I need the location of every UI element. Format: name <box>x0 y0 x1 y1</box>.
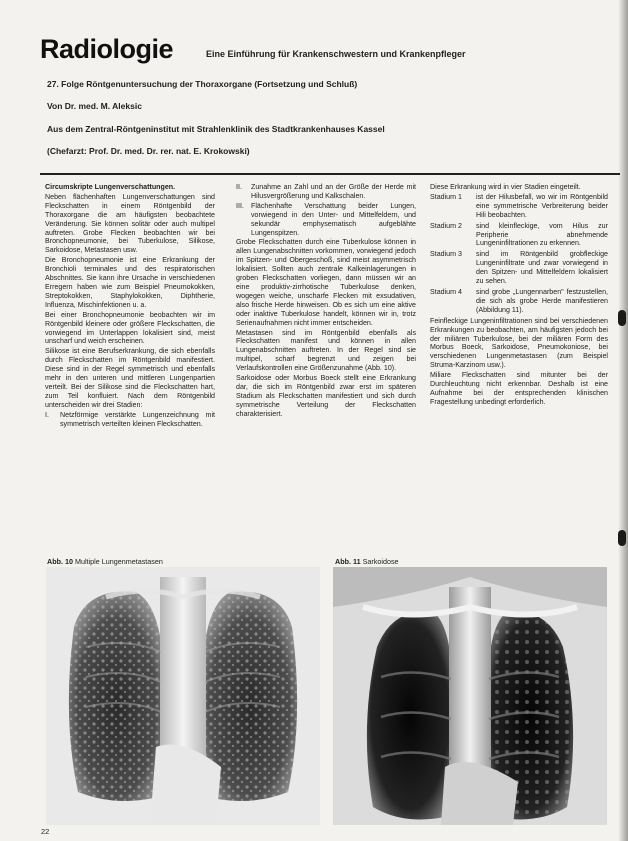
stage-label: Stadium 1 <box>430 192 462 201</box>
paragraph: Diese Erkrankung wird in vier Stadien eingeteilt. <box>430 183 581 191</box>
series-line: 27. Folge Röntgenuntersuchung der Thoraxorgane (Fortsetzung und Schluß) <box>47 79 358 89</box>
xray-image-metastases <box>46 567 320 825</box>
list-item <box>45 411 215 429</box>
stage-item <box>430 250 608 286</box>
text-column-3 <box>430 183 608 408</box>
stage-text: sind im Röntgenbild grobfleckige Lungeninfiltrate und zwar vorwiegend in den Spitzen- und Mittelfeldern lokalisiert zu sehen. <box>476 250 608 286</box>
stage-label: Stadium 4 <box>430 287 462 296</box>
figure-caption-10 <box>47 557 163 566</box>
paragraph: Metastasen sind im Röntgenbild ebenfalls als Fleckschatten manifest und können in allen Lungenabschnitten auftreten. In der Regel sind sie multipel, scharf begrenzt und zeigen bei Verlaufskontrollen eine Größenzunahme (Abb. 10). <box>236 328 416 373</box>
paragraph: Miliare Fleckschatten sind mitunter bei der Durchleuchtung nicht erkennbar. Deshalb ist eine Aufnahme bei der entsprechenden klinischen Fragestellung unbedingt erforderlich. <box>430 371 608 406</box>
chief-line: (Chefarzt: Prof. Dr. med. Dr. rer. nat. E. Krokowski) <box>47 146 250 156</box>
list-text: Flächenhafte Verschattung beider Lungen, vorwiegend in den Unter- und Mittelfeldern, und sekundär emphysematisch aufgeblähte Lungenspitzen. <box>251 201 416 237</box>
xray-image-sarcoidosis <box>333 567 607 825</box>
list-number: I. <box>45 410 49 419</box>
stage-text: ist der Hilusbefall, wo wir im Röntgenbild eine symmetrische Verbreiterung beider Hili beobachten. <box>476 192 608 219</box>
paragraph: Feinfleckige Lungeninfiltrationen sind bei verschiedenen Erkrankungen zu beobachten, am häufigsten jedoch bei der miliären Tuberkulose, bei der miliären Form des Morbus Boeck, Sarkoidose, Pneumokoniose, bei verschiedenen Lungenmetastasen (zum Beispiel Struma-Karzinom usw.). <box>430 316 608 370</box>
list-number: III. <box>236 201 244 210</box>
stage-text: sind kleinfleckige, vom Hilus zur Peripherie abnehmende Lungeninfiltrationen zu erkennen. <box>476 221 608 248</box>
stage-item <box>430 288 608 315</box>
list-text: Netzförmige verstärkte Lungenzeichnung mit symmetrisch verteilten kleinen Fleckschatten. <box>60 410 215 428</box>
stage-item <box>430 222 608 249</box>
paragraph: Bei einer Bronchopneumonie beobachten wir im Röntgenbild kleinere oder größere Fleckschatten, die vorwiegend im Unterlappen lokalisiert sind, meist unscharf und weich erscheinen. <box>45 310 215 346</box>
paragraph: Grobe Fleckschatten durch eine Tuberkulose können in allen Lungenabschnitten vorkommen, vorwiegend jedoch im Spitzen- und Obergeschoß, sind meist asymmetrisch lokalisiert. Sollten auch zentrale Kalkeinlagerungen in groben Fleckschatten vorliegen, dann müssen wir an eine produktiv-zirrhotische Tuberkulose denken, wogegen weiche, unscharfe Flecken mit exsudativen, also frische Herde hinweisen. Ob es sich um eine aktive oder inaktive Tuberkulose handelt, können wir in, trotz Serienaufnahmen nicht immer entscheiden. <box>236 238 416 327</box>
figure-caption-11 <box>335 557 399 566</box>
header-rule <box>40 173 620 175</box>
list-text: Zunahme an Zahl und an der Größe der Herde mit Hilusvergrößerung und Kalkschalen. <box>251 183 416 200</box>
figure-number: Abb. 11 <box>335 557 361 566</box>
figure-title: Sarkoidose <box>362 557 399 566</box>
figure-number: Abb. 10 <box>47 557 73 566</box>
paragraph: Die Bronchopneumonie ist eine Erkrankung der Bronchioli terminales und des respiratorischen Abschnittes. Sie kann ihre Ursache in verschiedenen Erregern haben wie zum Beispiel Pneumokokken, Streptokokken, Staphylokokken, Diphtherie, Influenza, Mischinfektionen u. a. <box>45 256 215 309</box>
page-edge-shadow <box>618 0 628 841</box>
stage-label: Stadium 3 <box>430 250 462 259</box>
list-item <box>236 202 416 238</box>
section-heading: Circumskripte Lungenverschattungen. <box>45 183 176 191</box>
page-number: 22 <box>41 827 50 836</box>
stage-text: sind grobe „Lungennarben" festzustellen, die sich als grobe Herde manifestieren (Abbildung 11). <box>476 287 608 314</box>
journal-title: Radiologie <box>40 34 174 64</box>
stage-label: Stadium 2 <box>430 221 462 230</box>
text-column-2 <box>236 183 416 420</box>
journal-subtitle: Eine Einführung für Krankenschwestern und Krankenpfleger <box>206 49 466 59</box>
text-column-1 <box>45 183 215 429</box>
paragraph: Silikose ist eine Berufserkrankung, die sich ebenfalls durch Fleckschatten im Röntgenbild manifestiert. Diese sind in der Regel symmetrisch und ebenfalls mehr in den unteren und mittleren Lungenpartien verteilt. Bei der Silikose sind die Fleckschatten hart, zum Teil konfluiert. Nach dem Röntgenbild unterscheiden wir drei Stadien: <box>45 347 215 409</box>
institute-line: Aus dem Zentral-Röntgeninstitut mit Strahlenklinik des Stadtkrankenhauses Kassel <box>47 124 385 134</box>
stage-item <box>430 193 608 220</box>
author-line: Von Dr. med. M. Aleksic <box>47 101 142 111</box>
binding-hole <box>618 310 626 326</box>
figure-title: Multiple Lungenmetastasen <box>74 557 163 566</box>
paragraph: Neben flächenhaften Lungenverschattungen sind Fleckschatten in einem Röntgenbild der Thoraxorgane die am häufigsten beobachtete Veränderung. Sie können solitär oder auch multipel auftreten. Grobe Flecken beobachten wir bei Bronchopneumonie, bei Tuberkulose, Silikose, Sarkoidose, Metastasen usw. <box>45 192 215 255</box>
list-item <box>236 183 416 201</box>
paragraph: Sarkoidose oder Morbus Boeck stellt eine Erkrankung dar, die sich im Röntgenbild zwar erst im späteren Stadium als Fleckschatten manifestiert und sich durch symmetrische Verteilung der Fleckschatten charakterisiert. <box>236 374 416 418</box>
binding-hole <box>618 530 626 546</box>
list-number: II. <box>236 183 242 191</box>
